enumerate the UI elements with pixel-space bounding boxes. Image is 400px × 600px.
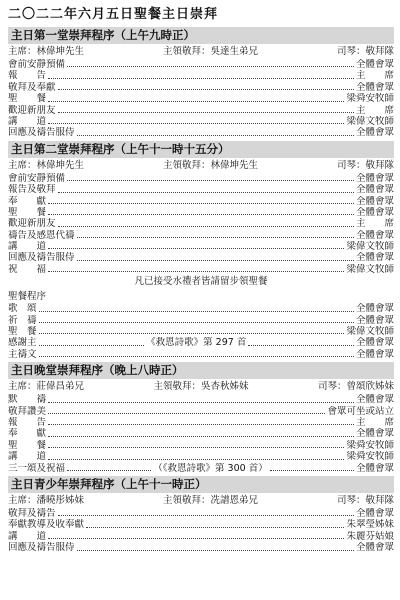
item-leader: 全體會眾	[355, 81, 394, 93]
item-leader: 全體會眾	[355, 172, 394, 184]
item-leader: 全體會眾	[355, 59, 394, 70]
item-label: 報 告	[8, 416, 47, 428]
program-row	[8, 394, 394, 405]
item-leader: 全體會眾	[355, 348, 394, 360]
item-leader: 梁偉文牧師	[346, 115, 394, 127]
dot-leader	[48, 436, 354, 437]
item-label: 祝 福	[8, 263, 47, 275]
program-row	[8, 116, 394, 127]
info-field: 主席：林偉坤先生	[8, 159, 85, 171]
dot-leader	[67, 66, 354, 67]
item-label: 講 道	[8, 530, 47, 542]
item-leader: 全體會眾	[355, 394, 394, 406]
section-header: 主日青少年崇拜程序（上午十一時正）	[8, 476, 394, 493]
item-leader: 主 席	[355, 104, 394, 116]
dot-leader	[77, 550, 354, 551]
dot-leader	[48, 271, 344, 272]
item-leader: 全體會眾	[355, 314, 394, 326]
program-row	[8, 264, 394, 275]
item-leader: 梁舜安牧師	[346, 451, 394, 463]
dot-leader	[77, 237, 354, 238]
info-field: 司琴：曾頌欣姊妹	[317, 381, 394, 393]
dot-leader	[48, 248, 344, 249]
item-label: 歡迎新朋友	[8, 218, 56, 230]
program-row	[8, 59, 394, 70]
info-field: 主領敬拜：吳杏秋姊妹	[153, 381, 249, 393]
program-row	[8, 207, 394, 218]
item-leader: 全體會眾	[355, 206, 394, 218]
program-row	[8, 184, 394, 195]
program-row	[8, 70, 394, 81]
program-row	[8, 542, 394, 553]
item-label: 奉獻教導及收奉獻	[8, 519, 85, 531]
dot-leader	[48, 101, 344, 102]
program-row	[8, 82, 394, 93]
item-label: 講 道	[8, 451, 47, 463]
item-label: 會前安靜預備	[8, 59, 66, 70]
item-label: 聖 餐	[8, 326, 37, 338]
dot-leader	[58, 112, 354, 113]
program-row	[8, 463, 394, 474]
program-row	[8, 241, 394, 252]
item-label: 會前安靜預備	[8, 172, 66, 184]
section-info	[8, 380, 394, 394]
info-field: 主領敬拜：冼譜恩弟兄	[162, 494, 258, 506]
service-section	[8, 27, 394, 139]
dot-leader	[48, 214, 354, 215]
program-row	[8, 303, 394, 314]
program-row	[8, 406, 394, 417]
dot-leader	[48, 459, 344, 460]
item-leader: 全體會眾	[355, 542, 394, 554]
dot-leader	[39, 333, 345, 334]
section-info	[8, 45, 394, 59]
item-leader: 全體會眾	[355, 462, 394, 474]
dot-leader	[39, 345, 145, 346]
dot-leader	[48, 413, 325, 414]
program-row	[8, 218, 394, 229]
item-leader: 全體會眾	[355, 337, 394, 349]
page-title: 二〇二二年六月五日聖餐主日崇拜	[8, 7, 219, 22]
item-leader: 梁舜安牧師	[346, 93, 394, 105]
dot-leader	[48, 78, 354, 79]
dot-leader	[58, 192, 354, 193]
item-label: 講 道	[8, 115, 47, 127]
program-row	[8, 326, 394, 337]
dot-leader	[48, 203, 354, 204]
dot-leader	[67, 470, 151, 471]
program-row	[8, 105, 394, 116]
program-row	[8, 417, 394, 428]
section-header: 主日晚堂崇拜程序（晚上八時正）	[8, 362, 394, 379]
item-label: 報 告	[8, 70, 47, 82]
program-row	[8, 519, 394, 530]
item-label: 聖 餐	[8, 93, 47, 105]
item-leader: 主 席	[355, 416, 394, 428]
info-field: 司琴：敬拜隊	[336, 159, 394, 171]
item-label: 回應及禱告服侍	[8, 542, 75, 554]
info-field: 主席：潘曉彤姊妹	[8, 494, 85, 506]
item-label: 祈 禱	[8, 314, 37, 326]
section-header: 主日第一堂崇拜程序（上午九時正）	[8, 27, 394, 44]
program-row	[8, 252, 394, 263]
item-label: 敬拜及奉獻	[8, 81, 56, 93]
program-row	[8, 508, 394, 519]
dot-leader	[48, 402, 354, 403]
dot-leader	[77, 260, 354, 261]
dot-leader	[58, 515, 354, 516]
item-leader: 全體會眾	[355, 428, 394, 440]
program-row	[8, 428, 394, 439]
dot-leader	[39, 356, 354, 357]
item-label: 默 禱	[8, 394, 47, 406]
item-label: 聖 餐	[8, 206, 47, 218]
section-header: 主日第二堂崇拜程序（上午十一時十五分）	[8, 141, 394, 158]
program-row	[8, 451, 394, 462]
program-row	[8, 230, 394, 241]
item-label: 奉 獻	[8, 428, 47, 440]
dot-leader	[270, 470, 354, 471]
item-label: 報告及敬拜	[8, 184, 56, 196]
item-leader: 全體會眾	[355, 127, 394, 139]
dot-leader	[39, 311, 354, 312]
item-label: 主禱文	[8, 348, 37, 360]
info-field: 主領敬拜：林偉坤先生	[162, 159, 258, 171]
item-label: 感謝主	[8, 337, 37, 349]
item-leader: 梁偉文牧師	[346, 263, 394, 275]
item-label: 禱告及感恩代禱	[8, 229, 75, 241]
item-leader: 朱麗芬姑娘	[346, 530, 394, 542]
item-leader: 梁偉文牧師	[346, 326, 394, 338]
item-label: 敬拜及禱告	[8, 507, 56, 519]
program-row	[8, 337, 394, 348]
service-section	[8, 141, 394, 360]
dot-leader	[86, 527, 344, 528]
dot-leader	[48, 538, 344, 539]
service-sections	[8, 27, 394, 554]
item-leader: 全體會眾	[355, 507, 394, 519]
item-label: 回應及禱告服侍	[8, 252, 75, 264]
dot-leader	[58, 89, 354, 90]
item-label: 三一頌及祝福	[8, 462, 66, 474]
item-label: 歡迎新朋友	[8, 104, 56, 116]
hymn-reference: （《救恩詩歌》第 300 首）	[153, 462, 268, 474]
item-label: 聖 餐	[8, 439, 47, 451]
dot-leader	[48, 123, 344, 124]
item-leader: 朱翠瑩姊妹	[346, 519, 394, 531]
hymn-reference: 《救恩詩歌》第 297 首	[146, 337, 247, 349]
service-section	[8, 476, 394, 554]
item-label: 敬拜讚美	[8, 405, 47, 417]
dot-leader	[48, 424, 354, 425]
info-field: 主席：莊偉昌弟兄	[8, 381, 85, 393]
program-row	[8, 440, 394, 451]
info-field: 主席：林偉坤先生	[8, 46, 85, 57]
program-row	[8, 531, 394, 542]
item-leader: 主 席	[355, 218, 394, 230]
dot-leader	[67, 180, 354, 181]
item-label: 奉 獻	[8, 195, 47, 207]
communion-order-title: 聖餐程序	[8, 291, 47, 303]
program-row	[8, 173, 394, 184]
item-leader: 全體會眾	[355, 195, 394, 207]
item-leader: 梁偉文牧師	[346, 241, 394, 253]
program-row	[8, 127, 394, 138]
dot-leader	[58, 226, 354, 227]
item-leader: 會眾可坐或站立	[327, 405, 394, 417]
item-leader: 主 席	[355, 70, 394, 82]
item-label: 歌 頌	[8, 303, 37, 315]
info-field: 司琴：敬拜隊	[336, 494, 394, 506]
item-leader: 全體會眾	[355, 229, 394, 241]
item-leader: 全體會眾	[355, 252, 394, 264]
dot-leader	[248, 345, 354, 346]
program-row	[8, 349, 394, 360]
service-section	[8, 362, 394, 474]
item-leader: 梁舜安牧師	[346, 439, 394, 451]
item-leader: 全體會眾	[355, 184, 394, 196]
item-label: 回應及禱告服侍	[8, 127, 75, 139]
item-label: 講 道	[8, 241, 47, 253]
info-field: 司琴：敬拜隊	[336, 46, 394, 57]
program-row	[8, 196, 394, 207]
dot-leader	[48, 447, 344, 448]
dot-leader	[39, 322, 354, 323]
program-row	[8, 315, 394, 326]
dot-leader	[77, 135, 354, 136]
section-info	[8, 494, 394, 508]
program-row	[8, 93, 394, 104]
info-field: 主領敬拜：吳達生弟兄	[162, 46, 258, 57]
communion-note: 凡已接受水禮者皆請留步領聖餐	[134, 276, 268, 288]
item-leader: 全體會眾	[355, 303, 394, 315]
section-info	[8, 159, 394, 173]
